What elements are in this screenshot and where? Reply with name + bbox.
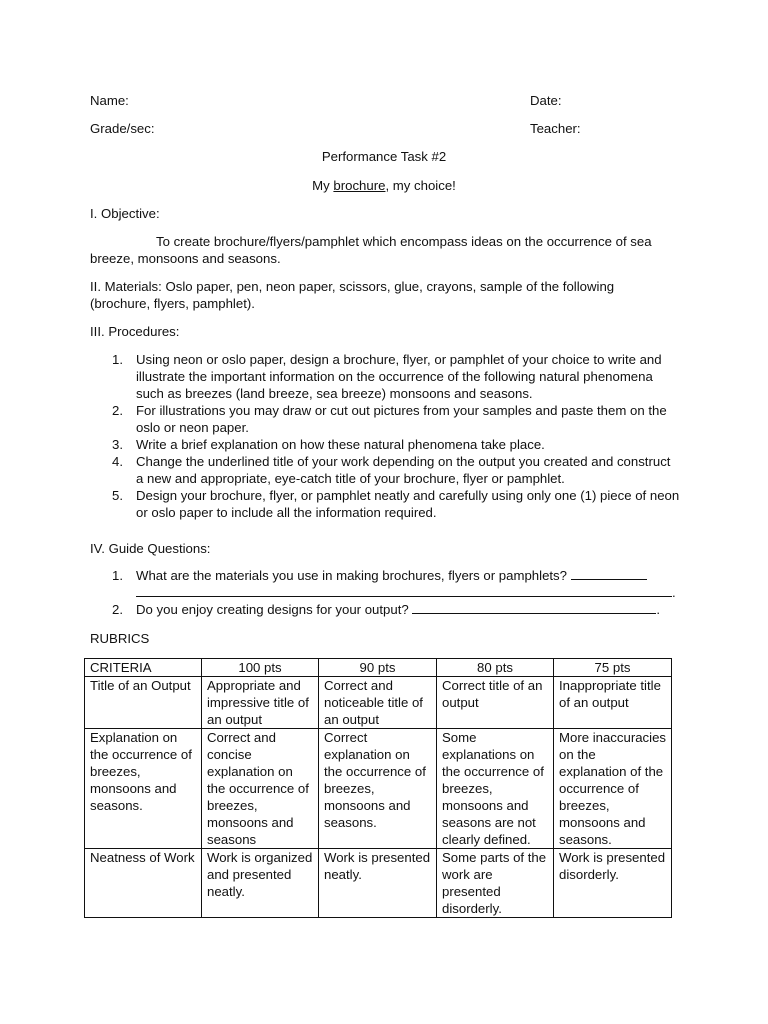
procedures-heading: III. Procedures: — [90, 324, 180, 339]
rubric-column-header: 90 pts — [319, 659, 437, 677]
rubric-column-header: CRITERIA — [85, 659, 202, 677]
objective-heading: I. Objective: — [90, 206, 160, 221]
procedure-item — [90, 487, 680, 521]
rubric-cell: Appropriate and impressive title of an output — [202, 677, 319, 729]
rubric-criteria-cell: Title of an Output — [85, 677, 202, 729]
rubric-cell: Work is organized and presented neatly. — [202, 849, 319, 918]
rubric-cell: Work is presented neatly. — [319, 849, 437, 918]
subtitle-prefix: My — [312, 178, 334, 193]
name-label: Name: — [90, 93, 129, 108]
rubric-column-header: 80 pts — [437, 659, 554, 677]
rubrics-heading: RUBRICS — [90, 631, 150, 646]
procedure-item — [90, 453, 680, 487]
objective-text: To create brochure/flyers/pamphlet which encompass ideas on the occurrence of sea breeze, monsoons and seasons. — [90, 234, 652, 266]
procedure-number: 2. — [112, 403, 123, 418]
subtitle-underlined-word: brochure — [333, 178, 386, 193]
procedures-list — [90, 351, 680, 521]
rubric-criteria-cell: Neatness of Work — [85, 849, 202, 918]
rubric-header-row — [85, 659, 672, 677]
rubric-column-header: 100 pts — [202, 659, 319, 677]
procedure-item — [90, 402, 680, 436]
teacher-label: Teacher: — [530, 121, 581, 136]
subtitle-suffix: , my choice! — [385, 178, 456, 193]
procedure-item — [90, 436, 680, 453]
rubric-row — [85, 729, 672, 849]
procedure-text: Write a brief explanation on how these natural phenomena take place. — [136, 437, 545, 452]
rubric-cell: Correct title of an output — [437, 677, 554, 729]
answer-blank[interactable] — [136, 596, 672, 597]
rubric-criteria-cell: Explanation on the occurrence of breezes, monsoons and seasons. — [85, 729, 202, 849]
guide-question-item: 1. What are the materials you use in making brochures, flyers or pamphlets? . — [112, 568, 676, 600]
answer-blank[interactable] — [412, 613, 656, 614]
procedure-text: Using neon or oslo paper, design a brochure, flyer, or pamphlet of your choice to write and illustrate the important information on the occurrence of the following natural phenomena such as breezes (land breeze, sea breeze) monsoons and seasons. — [136, 352, 662, 401]
procedure-number: 3. — [112, 437, 123, 452]
rubric-row — [85, 677, 672, 729]
guide-question-text: Do you enjoy creating designs for your output? — [136, 602, 409, 617]
guide-questions-list — [90, 567, 680, 618]
rubric-cell: Inappropriate title of an output — [554, 677, 672, 729]
rubric-cell: Some explanations on the occurrence of breezes, monsoons and seasons are not clearly defined. — [437, 729, 554, 849]
task-title: Performance Task #2 — [321, 149, 447, 164]
procedure-text: Design your brochure, flyer, or pamphlet neatly and carefully using only one (1) piece of neon or oslo paper to include all the information required. — [136, 488, 680, 520]
date-label: Date: — [530, 93, 562, 108]
rubric-cell: Correct and concise explanation on the occurrence of breezes, monsoons and seasons — [202, 729, 319, 849]
procedure-text: For illustrations you may draw or cut out pictures from your samples and paste them on the oslo or neon paper. — [136, 403, 667, 435]
rubric-row — [85, 849, 672, 918]
procedure-item — [90, 351, 680, 402]
task-subtitle — [0, 177, 768, 194]
procedure-number: 1. — [112, 352, 123, 367]
rubric-cell: Some parts of the work are presented disorderly. — [437, 849, 554, 918]
materials-text: II. Materials: Oslo paper, pen, neon paper, scissors, glue, crayons, sample of the following (brochure, flyers, pamphlet). — [90, 279, 615, 311]
guide-questions-heading: IV. Guide Questions: — [90, 541, 211, 556]
guide-question-number: 1. — [112, 568, 123, 583]
rubric-column-header: 75 pts — [554, 659, 672, 677]
guide-question-number: 2. — [112, 602, 123, 617]
procedure-number: 4. — [112, 454, 123, 469]
rubric-cell: Correct explanation on the occurrence of breezes, monsoons and seasons. — [319, 729, 437, 849]
guide-question-item: 2. Do you enjoy creating designs for your output? . — [112, 602, 661, 617]
procedure-number: 5. — [112, 488, 123, 503]
guide-question-text: What are the materials you use in making brochures, flyers or pamphlets? — [136, 568, 567, 583]
grade-section-label: Grade/sec: — [90, 121, 155, 136]
rubrics-table — [84, 658, 672, 918]
procedure-text: Change the underlined title of your work depending on the output you created and construct a new and appropriate, eye-catch title of your brochure, flyer or pamphlet. — [136, 454, 671, 486]
answer-blank[interactable] — [571, 579, 647, 580]
rubric-cell: More inaccuracies on the explanation of the occurrence of breezes, monsoons and seasons. — [554, 729, 672, 849]
rubric-cell: Work is presented disorderly. — [554, 849, 672, 918]
rubric-cell: Correct and noticeable title of an output — [319, 677, 437, 729]
